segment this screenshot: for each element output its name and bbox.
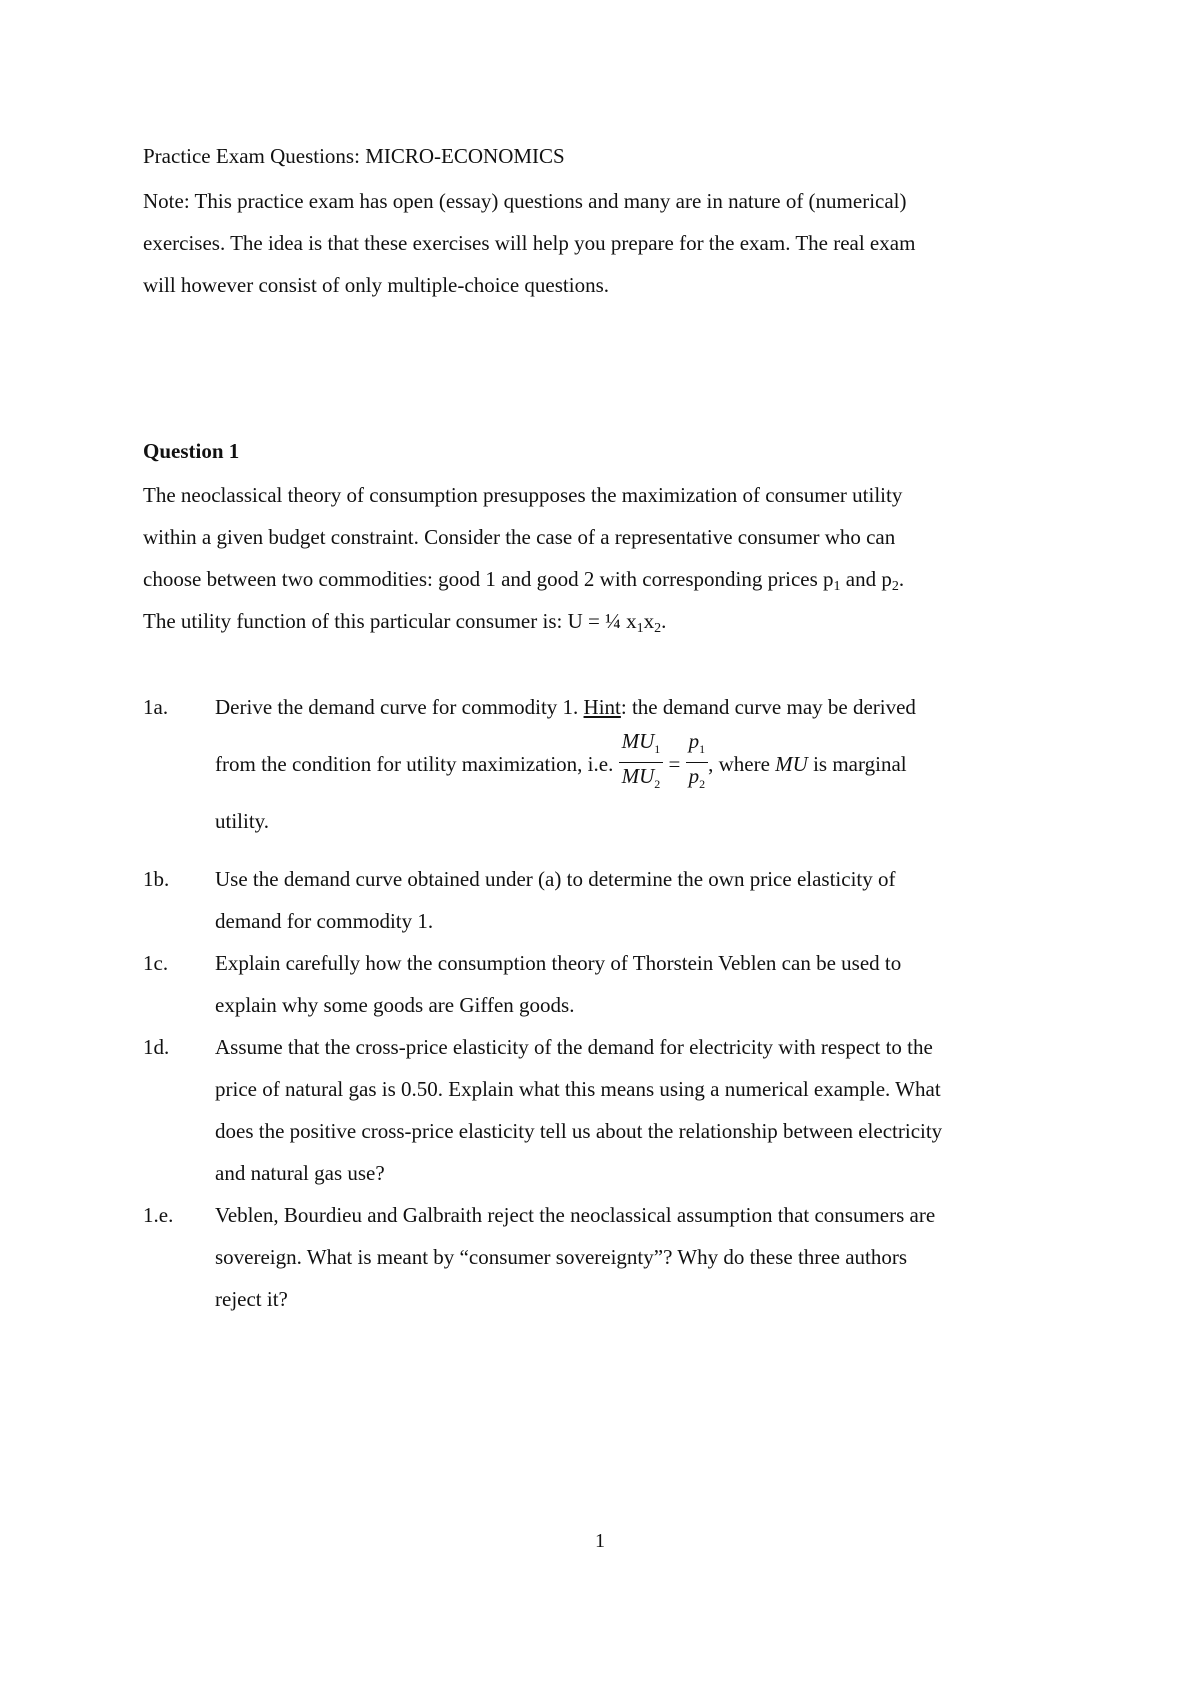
utility-subscript-2: 2 <box>654 621 662 636</box>
fraction-mu-denominator <box>619 763 664 797</box>
item-1a-line-2 <box>215 728 1085 800</box>
item-text <box>215 1194 1085 1320</box>
item-line: sovereign. What is meant by “consumer sovereignty”? Why do these three authors <box>215 1245 908 1269</box>
question-intro <box>143 474 1073 642</box>
item-text <box>215 1026 1085 1194</box>
fraction-p-denominator <box>686 763 709 797</box>
p-1: p <box>688 728 700 753</box>
utility-x2: x <box>643 609 655 633</box>
note-line: Note: This practice exam has open (essay) questions and many are in nature of (numerical) <box>143 189 907 213</box>
item-label: 1d. <box>143 1035 170 1059</box>
item-line: reject it? <box>215 1287 288 1311</box>
fraction-p <box>686 728 709 797</box>
item-line: price of natural gas is 0.50. Explain what this means using a numerical example. What <box>215 1077 941 1101</box>
item-line: does the positive cross-price elasticity tell us about the relationship between electricity <box>215 1119 943 1143</box>
price-subscript-1: 1 <box>833 579 841 594</box>
item-label: 1c. <box>143 951 169 975</box>
equals-sign: = <box>668 752 681 776</box>
mu-1-sub: 1 <box>654 741 661 756</box>
fraction-p-numerator <box>686 728 709 763</box>
item-line: and natural gas use? <box>215 1161 385 1185</box>
item-line: Assume that the cross-price elasticity of the demand for electricity with respect to the <box>215 1035 933 1059</box>
hint-word: Hint <box>583 695 621 719</box>
question-line-prices <box>143 558 1073 600</box>
prices-and: and p <box>840 567 892 591</box>
prices-end: . <box>898 567 905 591</box>
fraction-mu-numerator <box>619 728 664 763</box>
fraction-mu <box>619 728 664 797</box>
page-number: 1 <box>595 1530 605 1552</box>
note-line: will however consist of only multiple-choice questions. <box>143 273 609 297</box>
item-line: demand for commodity 1. <box>215 909 434 933</box>
item-1a-line-1 <box>215 686 1085 728</box>
item-1a-condition: from the condition for utility maximization, i.e. <box>215 752 619 776</box>
question-title: Question 1 <box>143 439 240 463</box>
item-label: 1a. <box>143 695 169 719</box>
utility-text: The utility function of this particular consumer is: U = ¼ x <box>143 609 637 633</box>
p-2-sub: 2 <box>699 776 706 791</box>
p-1-sub: 1 <box>699 741 706 756</box>
item-label: 1b. <box>143 867 170 891</box>
item-label: 1.e. <box>143 1203 174 1227</box>
utility-subscript-1: 1 <box>636 621 644 636</box>
item-line: Veblen, Bourdieu and Galbraith reject the neoclassical assumption that consumers are <box>215 1203 936 1227</box>
item-1a-end: is marginal <box>807 752 907 776</box>
item-1a-post: : the demand curve may be derived <box>620 695 916 719</box>
mu-italic: MU <box>775 752 808 776</box>
item-1a-pre: Derive the demand curve for commodity 1. <box>215 695 584 719</box>
item-line: explain why some goods are Giffen goods. <box>215 993 575 1017</box>
item-text <box>215 686 1085 842</box>
item-text <box>215 942 1085 1026</box>
item-line: Explain carefully how the consumption theory of Thorstein Veblen can be used to <box>215 951 902 975</box>
item-1a-mid: , where <box>708 752 776 776</box>
mu-2-sub: 2 <box>654 776 661 791</box>
note-line: exercises. The idea is that these exercises will help you prepare for the exam. The real exam <box>143 231 916 255</box>
item-text <box>215 858 1085 942</box>
mu-2: MU <box>621 763 655 788</box>
question-line-utility <box>143 600 1073 642</box>
price-subscript-2: 2 <box>891 579 899 594</box>
utility-end: . <box>661 609 667 633</box>
question-line: The neoclassical theory of consumption presupposes the maximization of consumer utility <box>143 483 903 507</box>
note-paragraph <box>143 180 1073 306</box>
question-line: within a given budget constraint. Consider the case of a representative consumer who can <box>143 525 896 549</box>
item-line: Use the demand curve obtained under (a) to determine the own price elasticity of <box>215 867 896 891</box>
p-2: p <box>688 763 700 788</box>
mu-1: MU <box>621 728 655 753</box>
prices-text: choose between two commodities: good 1 and good 2 with corresponding prices p <box>143 567 834 591</box>
document-title: Practice Exam Questions: MICRO-ECONOMICS <box>143 144 565 168</box>
item-1a-line-3: utility. <box>215 809 270 833</box>
